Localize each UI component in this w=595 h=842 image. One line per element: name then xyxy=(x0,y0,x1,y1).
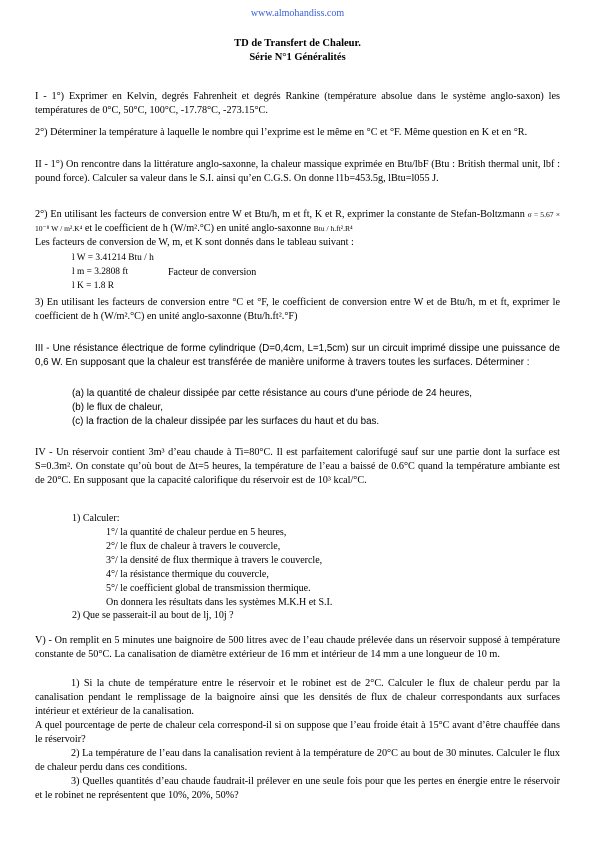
conversion-table-caption: Facteur de conversion xyxy=(168,267,257,278)
section-2-q1-text: II - 1°) On rencontre dans la littérature anglo-saxonne, la chaleur massique exprimée en Btu/lbF (Btu : British thermal unit, lbf : pound force). Calculer sa valeur dans le S.I. ainsi qu’en C.G.S. On donne l1b=453.5g, lBtu=l055 J. xyxy=(35,159,560,185)
section-4-question-1: 1) Calculer: xyxy=(72,513,120,524)
section-3-item-a: (a) la quantité de chaleur dissipée par cette résistance au cours d'une période de 24 heures, xyxy=(72,388,472,399)
section-5-statement xyxy=(35,634,560,662)
section-4-sub-5: 5°/ le coefficient global de transmission thermique. xyxy=(106,583,311,594)
section-4-sub-4: 4°/ la résistance thermique du couvercle, xyxy=(106,569,269,580)
section-3-text: III - Une résistance électrique de forme cylindrique (D=0,4cm, L=1,5cm) sur un circuit imprimé dissipe une puissance de 0,6 W. En supposant que la chaleur est transférée de manière uniforme à travers toutes les surfaces. Déterminer : xyxy=(35,343,560,368)
section-2-question-3 xyxy=(35,296,560,324)
section-3-item-c: (c) la fraction de la chaleur dissipée par les surfaces du haut et du bas. xyxy=(72,416,380,427)
section-3-statement xyxy=(35,342,560,370)
section-4-units-note: On donnera les résultats dans les systèmes M.K.H et S.I. xyxy=(106,597,333,608)
section-4-sub-3: 3°/ la densité de flux thermique à travers le couvercle, xyxy=(106,555,323,566)
section-2-q2-part-b: et le coefficient de h (W/m².°C) en unité anglo-saxonne xyxy=(84,223,312,235)
document-subtitle: Série N°1 Généralités xyxy=(249,52,346,63)
conversion-intro-text: Les facteurs de conversion de W, m, et K sont donnés dans le tableau suivant : xyxy=(35,237,354,248)
section-4-statement xyxy=(35,446,560,489)
anglo-saxon-unit: Btu / h.ft².R⁴ xyxy=(313,224,353,234)
section-5-q1-text: 1) Si la chute de température entre le réservoir et le robinet est de 2°C. Calculer le flux de chaleur perdu par la canalisation pendant le remplissage de la baignoire ainsi que les densités de flux de chaleur correspondants aux surfaces intérieur et extérieur de la canalisation. xyxy=(35,678,560,718)
section-1-question-1 xyxy=(35,90,560,118)
conversion-row-watt: l W = 3.41214 Btu / h xyxy=(72,253,154,263)
section-2-question-2 xyxy=(35,208,560,236)
section-2-q3-text: 3) En utilisant les facteurs de conversion entre °C et °F, le coefficient de conversion entre W et de Btu/h, m et ft, exprimer le coefficient de h (W/m².°C) en unité anglo-saxonne (Btu/h.ft².°F) xyxy=(35,297,560,323)
section-1-q1-text: I - 1°) Exprimer en Kelvin, degrés Fahrenheit et degrés Rankine (température absolue dans le système anglo-saxon) les températures de 0°C, 50°C, 100°C, -17.78°C, -273.15°C. xyxy=(35,91,560,117)
stefan-boltzmann-formula: σ = 5.67 × 10⁻⁸ W / m².K⁴ xyxy=(35,210,560,234)
section-5-percentage-text: A quel pourcentage de perte de chaleur cela correspond-il si on suppose que l’eau froide était à 15°C avant d’être chauffée dans le réservoir? xyxy=(35,720,560,746)
section-2-question-1 xyxy=(35,158,560,186)
section-5-q2-text: 2) La température de l’eau dans la canalisation revient à la température de 20°C au bout de 30 minutes. Calculer le flux de chaleur perdu dans ces conditions. xyxy=(35,748,560,774)
section-5-question-1 xyxy=(35,677,560,720)
section-2-q2-part-a: 2°) En utilisant les facteurs de conversion entre W et Btu/h, m et ft, K et R, exprimer la constante de Stefan-Boltzmann xyxy=(35,209,525,220)
section-1-q2-text: 2°) Déterminer la température à laquelle le nombre qui l’exprime est le même en °C et °F. Même question en K et en °R. xyxy=(35,127,528,138)
document-title: TD de Transfert de Chaleur. xyxy=(234,38,361,49)
section-3-item-b: (b) le flux de chaleur, xyxy=(72,402,163,413)
section-5-text: V) - On remplit en 5 minutes une baignoire de 500 litres avec de l’eau chaude prélevée dans un réservoir supposé à température constante de 50°C. La canalisation de diamètre extérieur de 16 mm et intérieur de 14 mm a une longueur de 10 m. xyxy=(35,635,560,661)
conversion-intro xyxy=(35,236,560,250)
section-4-sub-2: 2°/ le flux de chaleur à travers le couvercle, xyxy=(106,541,281,552)
section-4-text: IV - Un réservoir contient 3m³ d’eau chaude à Ti=80°C. Il est parfaitement calorifugé sauf sur une partie dont la surface est S=0.3m². On constate qu’où bout de Δt=5 heures, la température de l’eau a baissé de 0.6°C quand la température ambiante est de 20°C. En supposant que la capacité calorifique du réservoir est de 10³ kcal/°C. xyxy=(35,447,560,487)
section-5-question-2 xyxy=(35,747,560,775)
conversion-row-kelvin: l K = 1.8 R xyxy=(72,281,115,291)
conversion-row-meter: l m = 3.2808 ft xyxy=(72,267,129,277)
site-header-link[interactable]: www.almohandiss.com xyxy=(250,8,345,19)
section-5-q3-text: 3) Quelles quantités d’eau chaude faudrait-il prélever en une seule fois pour que les pertes en énergie entre le réservoir et le robinet ne représentent que 10%, 20%, 50%? xyxy=(35,776,560,802)
section-2-q2-text xyxy=(35,208,560,236)
section-5-percentage-question xyxy=(35,719,560,747)
section-4-question-2: 2) Que se passerait-il au bout de lj, 10j ? xyxy=(72,610,234,621)
section-4-sub-1: 1°/ la quantité de chaleur perdue en 5 heures, xyxy=(106,527,287,538)
section-5-question-3 xyxy=(35,775,560,803)
section-1-question-2 xyxy=(35,126,560,140)
